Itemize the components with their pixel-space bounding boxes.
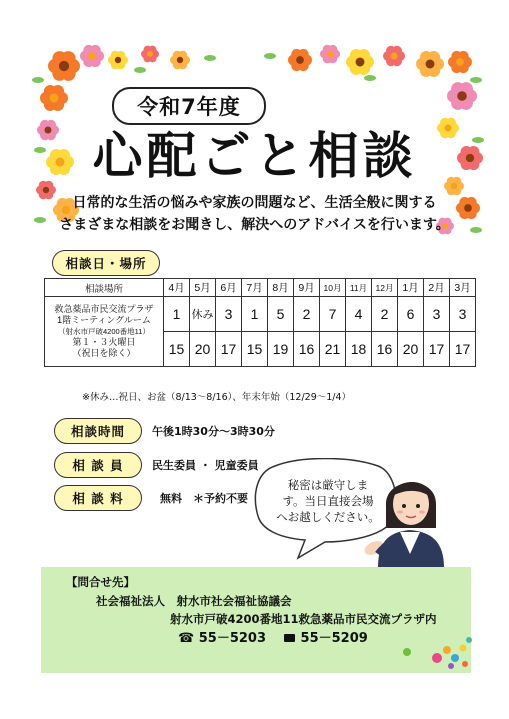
time-label: 相談時間 xyxy=(70,424,125,439)
date-cell: 16 xyxy=(294,332,320,367)
date-cell: 20 xyxy=(190,332,216,367)
leaf-icon xyxy=(134,67,146,73)
month-header: 5月 xyxy=(190,279,216,297)
date-cell: 5 xyxy=(268,297,294,332)
contact-org: 社会福祉法人 射水市社会福祉協議会 xyxy=(96,594,292,608)
intro-line-2: さまざまな相談をお聞きし、解決へのアドバイスを行います。 xyxy=(59,217,450,233)
place-day-note: （祝日を除く） xyxy=(72,348,136,358)
staff-illustration xyxy=(360,462,460,568)
date-cell: 21 xyxy=(320,332,346,367)
place-line: 1階ミーティングルーム xyxy=(57,315,151,325)
fee-label: 相 談 料 xyxy=(72,491,124,506)
contact-tel xyxy=(178,627,266,646)
flower-icon xyxy=(40,85,68,111)
flower-icon xyxy=(48,51,80,81)
place-header: 相談場所 xyxy=(45,279,164,297)
month-header: 6月 xyxy=(216,279,242,297)
month-header: 7月 xyxy=(242,279,268,297)
place-day: 第１・３火曜日 xyxy=(72,337,136,347)
date-cell: 1 xyxy=(242,297,268,332)
date-cell: 20 xyxy=(398,332,424,367)
fee-label-pill xyxy=(54,485,142,511)
schedule-label-pill xyxy=(52,250,160,276)
date-cell: 17 xyxy=(216,332,242,367)
bubble-line: す。当日直接会場 xyxy=(282,494,374,508)
month-header: 12月 xyxy=(372,279,398,297)
month-header: 11月 xyxy=(346,279,372,297)
month-header: 10月 xyxy=(320,279,346,297)
date-cell: 17 xyxy=(450,332,476,367)
schedule-table xyxy=(44,278,476,367)
date-cell: 3 xyxy=(450,297,476,332)
date-cell: 7 xyxy=(320,297,346,332)
flower-icon xyxy=(416,51,444,77)
leaf-icon xyxy=(364,75,376,81)
table-header-row xyxy=(45,279,476,297)
time-value: 午後1時30分～3時30分 xyxy=(152,425,275,438)
flower-icon xyxy=(288,49,312,71)
flower-icon xyxy=(448,51,472,73)
month-header: 1月 xyxy=(398,279,424,297)
date-cell: 15 xyxy=(242,332,268,367)
fax-number: 55－5209 xyxy=(300,631,368,646)
tel-number: 55－5203 xyxy=(198,631,267,646)
year-text: 令和7年度 xyxy=(137,95,241,119)
flower-icon xyxy=(383,46,405,66)
month-header: 8月 xyxy=(268,279,294,297)
date-cell: 17 xyxy=(424,332,450,367)
month-header: 3月 xyxy=(450,279,476,297)
date-cell: 18 xyxy=(346,332,372,367)
flower-icon xyxy=(80,45,104,67)
leaf-icon xyxy=(204,55,216,61)
date-cell: 6 xyxy=(398,297,424,332)
month-header: 4月 xyxy=(164,279,190,297)
flower-icon xyxy=(170,51,190,70)
table-row xyxy=(45,297,476,332)
date-cell: 4 xyxy=(346,297,372,332)
flower-icon xyxy=(346,49,374,75)
place-line: 救急薬品市民交流プラザ xyxy=(54,304,154,314)
contact-fax xyxy=(284,627,368,646)
date-cell: 3 xyxy=(424,297,450,332)
leaf-icon xyxy=(264,53,276,59)
intro-line-1: 日常的な生活の悩みや家族の問題など、生活全般に関する xyxy=(72,195,437,211)
date-cell: 2 xyxy=(372,297,398,332)
date-cell: 休み xyxy=(190,297,216,332)
place-cell xyxy=(45,297,164,367)
date-cell: 15 xyxy=(164,332,190,367)
date-cell: 1 xyxy=(164,297,190,332)
leaf-icon xyxy=(32,77,44,83)
flower-icon xyxy=(108,51,128,70)
date-cell: 3 xyxy=(216,297,242,332)
bubble-line: 秘密は厳守しま xyxy=(287,478,369,492)
fee-value: 無料 ＊予約不要 xyxy=(160,492,248,505)
time-label-pill xyxy=(54,418,142,444)
schedule-label: 相談日・場所 xyxy=(65,256,147,271)
page-title: 心配ごと相談 xyxy=(92,127,417,185)
fax-icon xyxy=(284,634,295,642)
flower-icon xyxy=(320,45,340,64)
month-header: 9月 xyxy=(294,279,320,297)
date-cell: 16 xyxy=(372,332,398,367)
staff-label-pill xyxy=(54,452,142,478)
year-badge xyxy=(112,87,266,125)
month-header: 2月 xyxy=(424,279,450,297)
staff-value: 民生委員 ・ 児童委員 xyxy=(152,459,259,472)
date-cell: 19 xyxy=(268,332,294,367)
flower-icon xyxy=(447,82,477,110)
staff-label: 相 談 員 xyxy=(72,458,124,473)
schedule-note: ※休み…祝日、お盆（8/13～8/16）、年末年始（12/29～1/4） xyxy=(82,392,352,403)
date-cell: 2 xyxy=(294,297,320,332)
leaf-icon xyxy=(470,77,482,83)
contact-address: 射水市戸破4200番地11救急薬品市民交流プラザ内 xyxy=(170,612,437,626)
bubble-line: へお越しください。 xyxy=(276,510,380,524)
dots-decoration xyxy=(395,628,475,673)
contact-heading: 【問合せ先】 xyxy=(66,575,135,589)
flower-icon xyxy=(141,46,159,63)
place-address: （射水市戸破4200番地11） xyxy=(58,327,150,336)
phone-icon: ☎ xyxy=(178,631,195,646)
